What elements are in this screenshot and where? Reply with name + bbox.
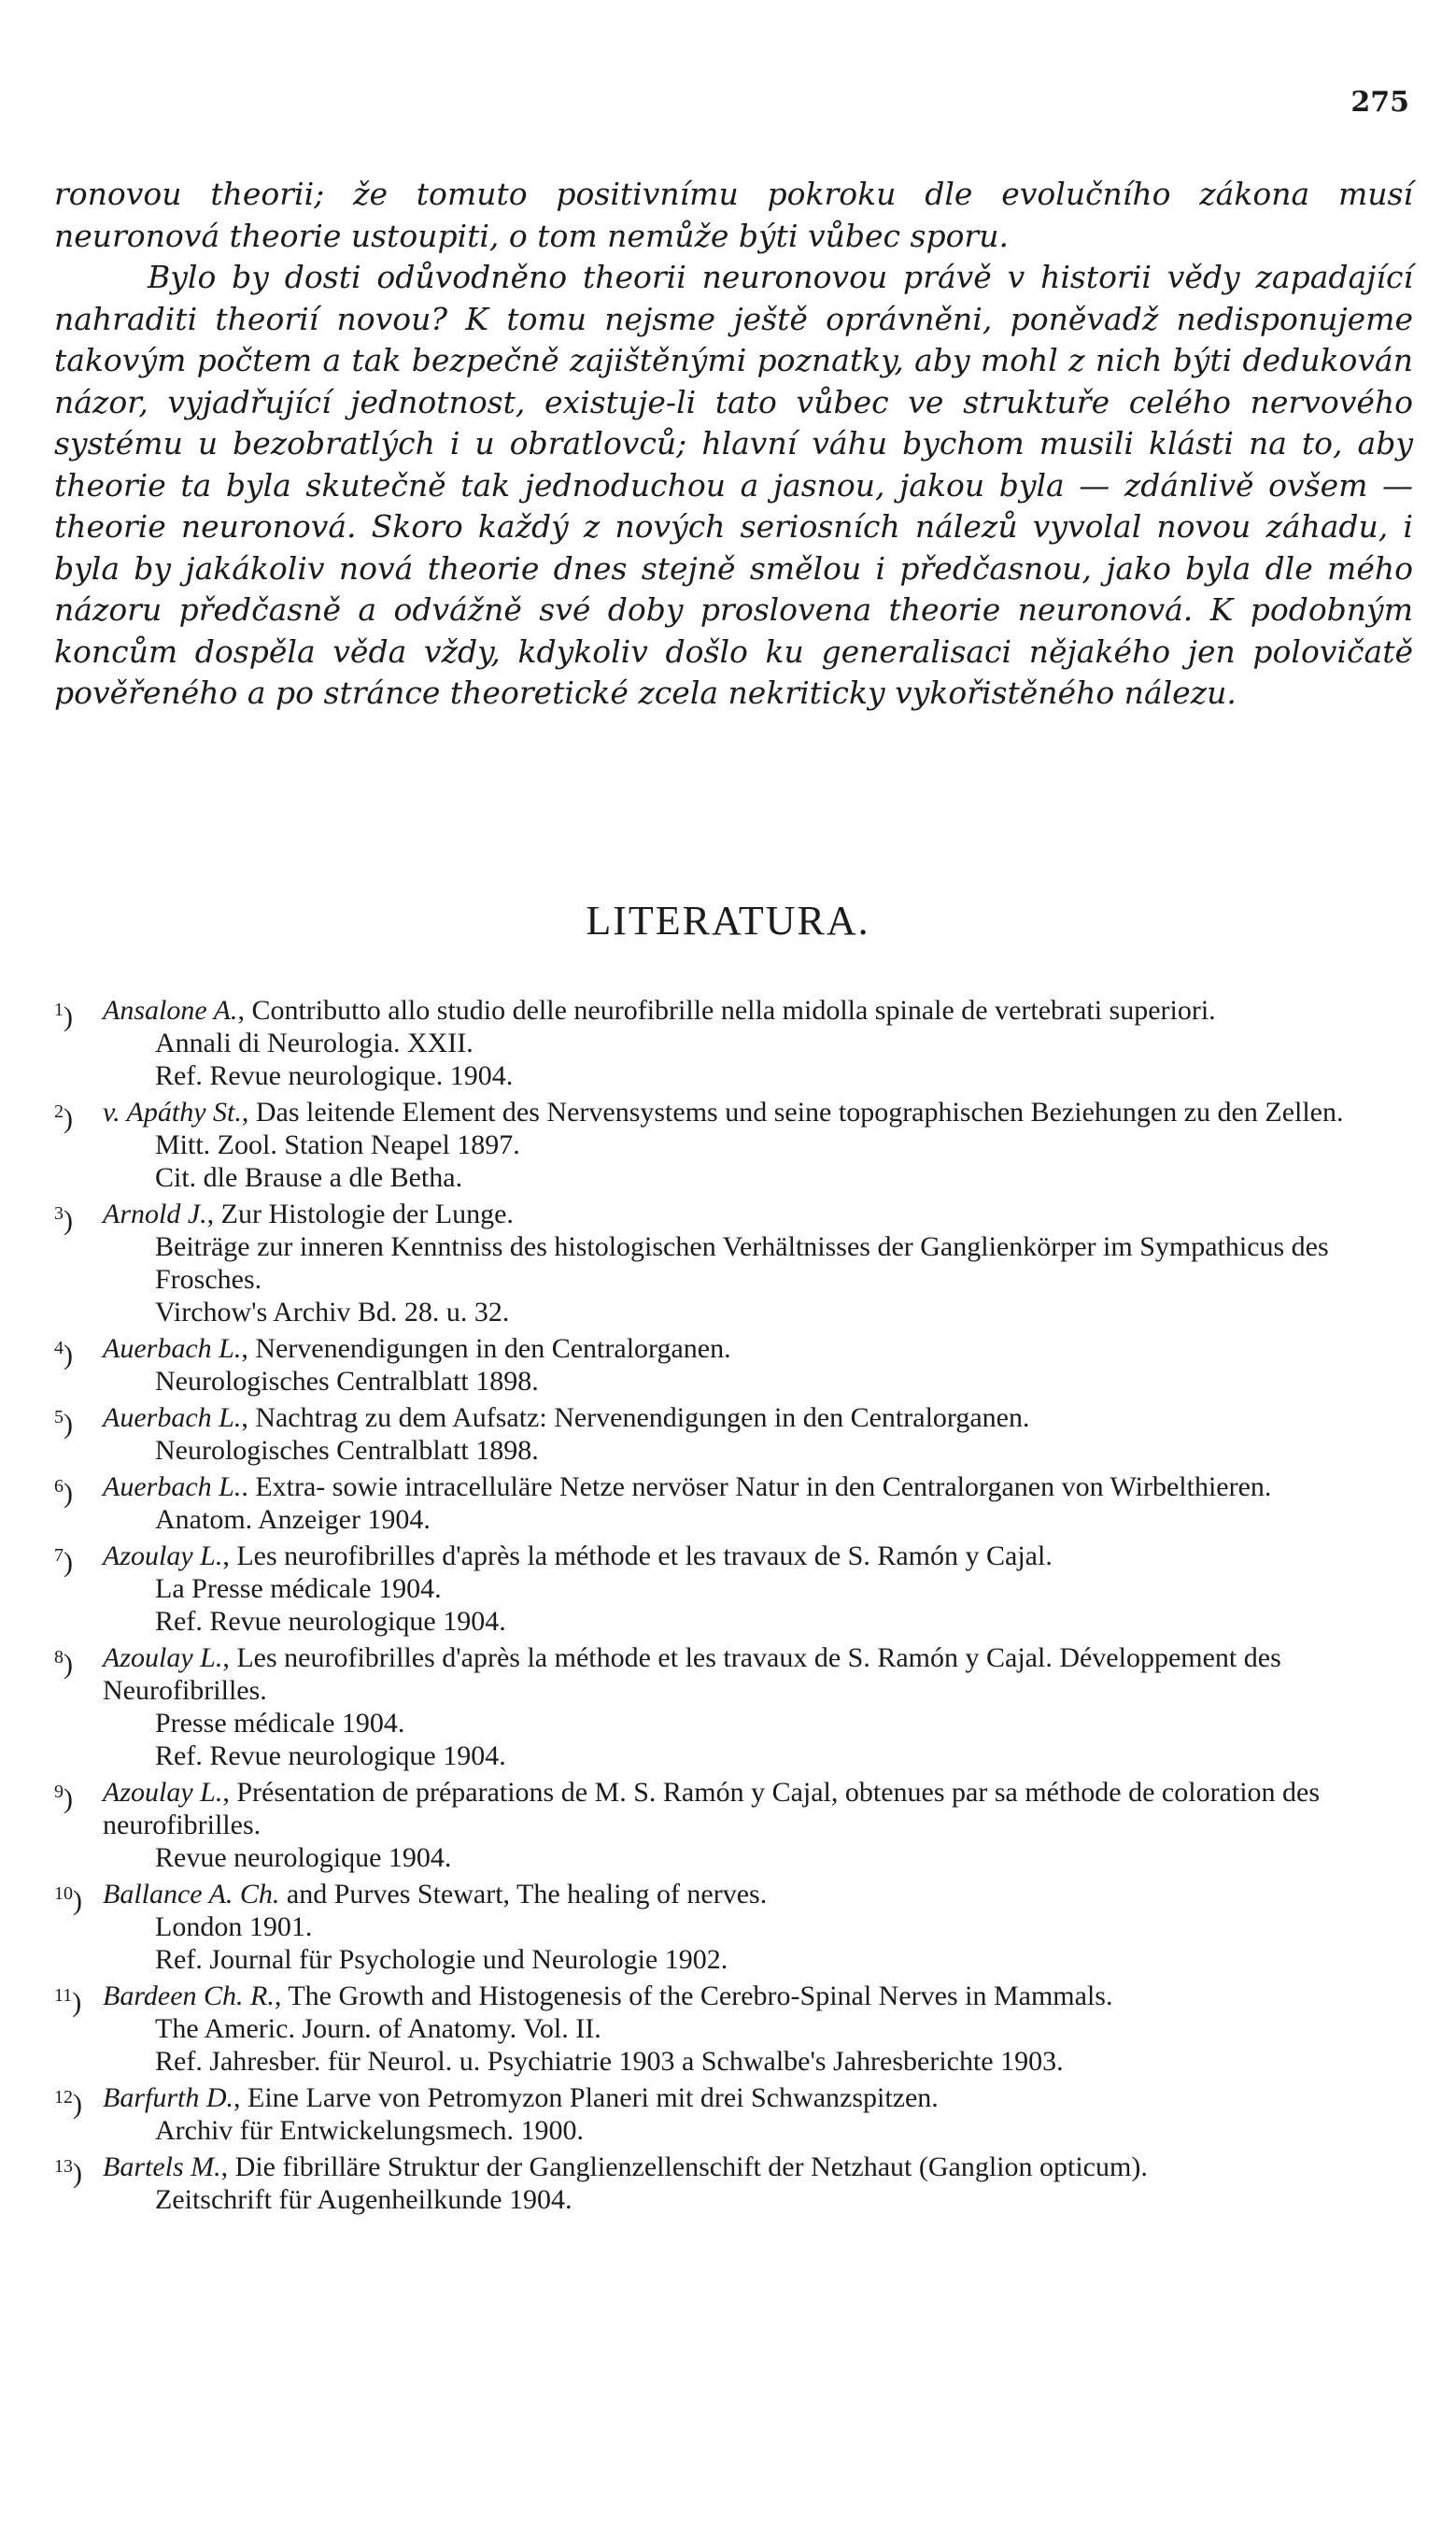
reference-list: [54, 994, 1413, 2220]
reference-number-value: 3: [54, 1203, 64, 1224]
reference-number: $^6$): [54, 1476, 73, 1509]
reference-source: Revue neurologique 1904.: [155, 1842, 452, 1873]
reference-text: , Les neurofibrilles d'après la méthode et les travaux de S. Ramón y Cajal. Développement des Neurofibrilles.: [103, 1642, 1281, 1706]
reference-number: $^4$): [54, 1338, 73, 1370]
paragraph: ronovou theorii; že tomuto positivnímu pokroku dle evolučního zákona musí neuronová theorie ustoupiti, o tom nemůže býti vůbec sporu.: [54, 176, 1413, 254]
reference-number-value: 12: [54, 2087, 73, 2108]
reference-author: Azoulay L.: [103, 1642, 223, 1673]
reference-author: Bartels M.: [103, 2151, 221, 2182]
reference-author: Azoulay L.: [103, 1540, 223, 1571]
reference-title: [103, 1470, 1413, 1503]
reference-author: Azoulay L.: [103, 1777, 223, 1808]
reference-text: and Purves Stewart, The healing of nerves.: [279, 1879, 768, 1909]
reference-source: Ref. Jahresber. für Neurol. u. Psychiatrie 1903 a Schwalbe's Jahresberichte 1903.: [155, 2046, 1064, 2077]
reference-number-value: 2: [54, 1101, 64, 1122]
reference-source: Neurologisches Centralblatt 1898.: [155, 1435, 539, 1466]
reference-author: v. Apáthy St.: [103, 1097, 242, 1128]
reference-source: Annali di Neurologia. XXII.: [155, 1028, 474, 1058]
reference-text: , Les neurofibrilles d'après la méthode et les travaux de S. Ramón y Cajal.: [222, 1540, 1053, 1571]
reference-text: , Eine Larve von Petromyzon Planeri mit drei Schwanzspitzen.: [233, 2082, 939, 2113]
reference-number: $^3$): [54, 1203, 73, 1236]
reference-entry: [54, 994, 1413, 1092]
reference-source: Mitt. Zool. Station Neapel 1897.: [155, 1129, 520, 1160]
reference-author: Auerbach L.: [103, 1333, 242, 1364]
reference-source: Archiv für Entwickelungsmech. 1900.: [155, 2115, 585, 2146]
reference-author: Bardeen Ch. R.: [103, 1980, 275, 2011]
reference-author: Auerbach L.: [103, 1402, 242, 1433]
reference-title: [103, 1776, 1413, 1841]
reference-text: , The Growth and Histogenesis of the Cerebro-Spinal Nerves in Mammals.: [274, 1980, 1113, 2011]
reference-source: Anatom. Anzeiger 1904.: [155, 1504, 431, 1535]
reference-entry: [54, 1878, 1413, 1976]
reference-source: Ref. Journal für Psychologie und Neurologie 1902.: [155, 1944, 728, 1975]
reference-author: Arnold J.: [103, 1199, 207, 1229]
reference-number: $^7$): [54, 1545, 73, 1578]
reference-title: [103, 1096, 1413, 1129]
reference-text: , Présentation de préparations de M. S. Ramón y Cajal, obtenues par sa méthode de coloration des neurofibrilles.: [103, 1777, 1321, 1840]
reference-text: . Extra- sowie intracelluläre Netze nervöser Natur in den Centralorganen von Wirbelthieren.: [241, 1471, 1272, 1502]
reference-number-value: 10: [54, 1883, 73, 1904]
reference-author: Auerbach L.: [103, 1471, 242, 1502]
reference-entry: [54, 1980, 1413, 2078]
reference-title: [103, 1332, 1413, 1365]
reference-title: [103, 2081, 1413, 2114]
reference-number: $^1$): [54, 1000, 73, 1032]
reference-author: Ansalone A.: [103, 995, 238, 1026]
reference-title: [103, 1198, 1413, 1230]
section-heading: LITERATURA.: [586, 898, 870, 944]
reference-text: , Das leitende Element des Nervensystems und seine topographischen Beziehungen zu den Zellen.: [241, 1097, 1344, 1128]
reference-number: $^{10}$): [54, 1883, 82, 1916]
reference-title: [103, 1540, 1413, 1572]
reference-author: Ballance A. Ch.: [103, 1879, 280, 1909]
reference-entry: [54, 2081, 1413, 2147]
reference-number: $^2$): [54, 1101, 73, 1134]
reference-text: , Die fibrilläre Struktur der Ganglienzellenschift der Netzhaut (Ganglion opticum).: [220, 2151, 1148, 2182]
reference-title: [103, 2151, 1413, 2183]
reference-title: [103, 1401, 1413, 1434]
reference-number: $^{13}$): [54, 2156, 82, 2189]
reference-title: [103, 1980, 1413, 2012]
reference-entry: [54, 1096, 1413, 1194]
page-number: 275: [1350, 86, 1409, 119]
reference-entry: [54, 1470, 1413, 1536]
reference-number-value: 5: [54, 1407, 64, 1427]
reference-number: $^{11}$): [54, 1985, 82, 2018]
reference-title: [103, 1641, 1413, 1707]
reference-source: London 1901.: [155, 1911, 313, 1942]
reference-text: , Contributto allo studio delle neurofibrille nella midolla spinale de vertebrati superiori.: [237, 995, 1216, 1026]
reference-number: $^5$): [54, 1407, 73, 1440]
reference-entry: [54, 2151, 1413, 2216]
reference-entry: [54, 1332, 1413, 1398]
reference-source: La Presse médicale 1904.: [155, 1573, 442, 1604]
reference-source: Neurologisches Centralblatt 1898.: [155, 1366, 539, 1397]
reference-number-value: 8: [54, 1647, 64, 1668]
reference-entry: [54, 1198, 1413, 1328]
body-text: [54, 174, 1413, 715]
reference-number-value: 4: [54, 1338, 64, 1358]
reference-number-value: 6: [54, 1476, 64, 1497]
reference-source: Zeitschrift für Augenheilkunde 1904.: [155, 2184, 573, 2215]
reference-source: The Americ. Journ. of Anatomy. Vol. II.: [155, 2013, 601, 2044]
reference-source: Ref. Revue neurologique. 1904.: [155, 1060, 514, 1091]
reference-source: Presse médicale 1904.: [155, 1708, 405, 1739]
reference-number: $^9$): [54, 1782, 73, 1814]
reference-number: $^{12}$): [54, 2087, 82, 2120]
reference-number: $^8$): [54, 1647, 73, 1680]
reference-entry: [54, 1641, 1413, 1772]
reference-number-value: 9: [54, 1782, 64, 1802]
reference-text: , Nervenendigungen in den Centralorganen.: [241, 1333, 731, 1364]
reference-number-value: 13: [54, 2156, 73, 2177]
reference-text: , Zur Histologie der Lunge.: [206, 1199, 514, 1229]
reference-number-value: 7: [54, 1545, 64, 1566]
reference-entry: [54, 1776, 1413, 1874]
reference-source: Beiträge zur inneren Kenntniss des histologischen Verhältnisses der Ganglienkörper im Sympathicus des Frosches.: [155, 1231, 1329, 1295]
reference-number-value: 1: [54, 1000, 64, 1020]
reference-title: [103, 1878, 1413, 1910]
reference-entry: [54, 1540, 1413, 1638]
reference-entry: [54, 1401, 1413, 1467]
reference-source: Cit. dle Brause a dle Betha.: [155, 1162, 463, 1193]
reference-author: Barfurth D.: [103, 2082, 234, 2113]
reference-source: Ref. Revue neurologique 1904.: [155, 1606, 506, 1637]
reference-source: Ref. Revue neurologique 1904.: [155, 1740, 506, 1771]
reference-text: , Nachtrag zu dem Aufsatz: Nervenendigungen in den Centralorganen.: [241, 1402, 1030, 1433]
reference-number-value: 11: [54, 1985, 73, 2006]
reference-source: Virchow's Archiv Bd. 28. u. 32.: [155, 1297, 510, 1327]
reference-title: [103, 994, 1413, 1027]
paragraph: Bylo by dosti odůvodněno theorii neuronovou právě v historii vědy zapadající nahraditi theorií novou? K tomu nejsme ještě oprávněni, poněvadž nedisponujeme takovým počtem a tak bezpečně zajištěnými poznatky, aby mohl z nich býti dedukován názor, vyjadřující jednotnost, existuje-li tato vůbec ve struktuře celého nervového systému u bezobratlých i u obratlovců; hlavní váhu bychom musili klásti na to, aby theorie ta byla skutečně tak jednoduchou a jasnou, jakou byla — zdánlivě ovšem — theorie neuronová. Skoro každý z nových seriosních nálezů vyvolal novou záhadu, i byla by jakákoliv nová theorie dnes stejně smělou i předčasnou, jako byla dle mého názoru předčasně a odvážně své doby proslovena theorie neuronová. K podobným koncům dospěla věda vždy, kdykoliv došlo ku generalisaci nějakého jen polovičatě pověřeného a po stránce theoretické zcela nekriticky vykořistěného nálezu.: [54, 259, 1413, 711]
